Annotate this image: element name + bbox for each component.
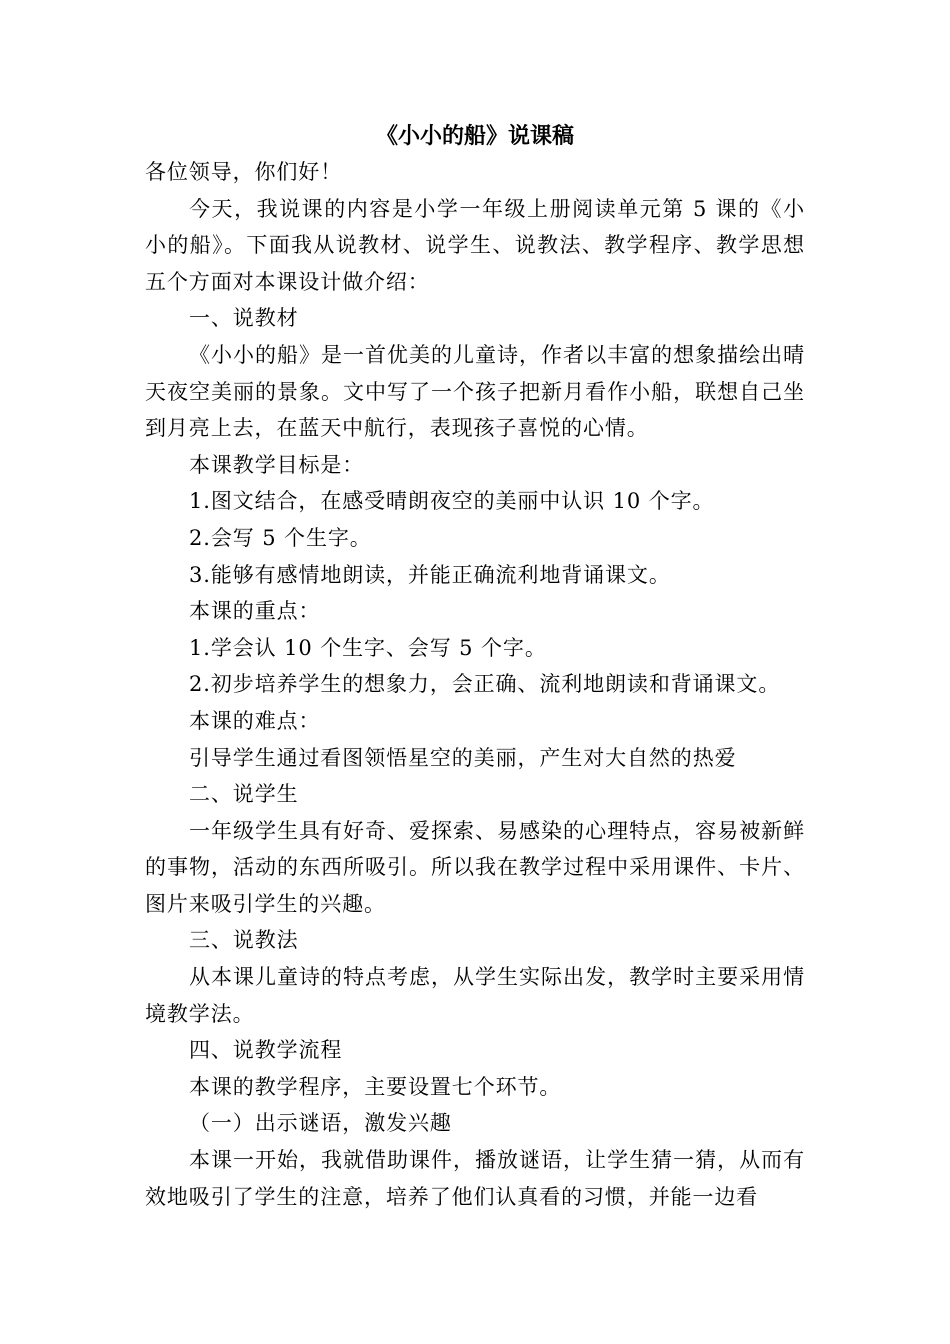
key-point-item: 1.学会认 10 个生字、会写 5 个字。 bbox=[189, 635, 547, 660]
document-title: 《小小的船》说课稿 bbox=[375, 123, 574, 149]
goals-heading: 本课教学目标是： bbox=[189, 452, 365, 477]
key-point-item: 2.初步培养学生的想象力，会正确、流利地朗读和背诵课文。 bbox=[189, 672, 781, 697]
section-heading-textbook: 一、说教材 bbox=[189, 306, 299, 331]
document-page bbox=[145, 118, 805, 1215]
process-paragraph: 本课的教学程序，主要设置七个环节。 bbox=[189, 1074, 562, 1099]
section-heading-students: 二、说学生 bbox=[189, 782, 299, 807]
step-paragraph: 本课一开始，我就借助课件，播放谜语，让学生猜一猜，从而有效地吸引了学生的注意，培养了他们认真看的习惯，并能一边看 bbox=[145, 1148, 805, 1209]
students-paragraph: 一年级学生具有好奇、爱探索、易感染的心理特点，容易被新鲜的事物，活动的东西所吸引。所以我在教学过程中采用课件、卡片、图片来吸引学生的兴趣。 bbox=[145, 818, 805, 916]
difficulty-heading: 本课的难点： bbox=[189, 708, 321, 733]
difficulty-item: 引导学生通过看图领悟星空的美丽，产生对大自然的热爱 bbox=[189, 745, 737, 770]
textbook-paragraph: 《小小的船》是一首优美的儿童诗，作者以丰富的想象描绘出晴天夜空美丽的景象。文中写了一个孩子把新月看作小船，联想自己坐到月亮上去，在蓝天中航行，表现孩子喜悦的心情。 bbox=[145, 342, 805, 441]
greeting: 各位领导，你们好！ bbox=[145, 160, 343, 184]
goal-item: 3.能够有感情地朗读，并能正确流利地背诵课文。 bbox=[189, 562, 671, 587]
goal-item: 1.图文结合，在感受晴朗夜空的美丽中认识 10 个字。 bbox=[189, 489, 715, 514]
key-points-heading: 本课的重点： bbox=[189, 599, 321, 624]
goal-item: 2.会写 5 个生字。 bbox=[189, 525, 372, 550]
methods-paragraph: 从本课儿童诗的特点考虑，从学生实际出发，教学时主要采用情境教学法。 bbox=[145, 965, 805, 1026]
intro-paragraph: 今天，我说课的内容是小学一年级上册阅读单元第 5 课的《小小的船》。下面我从说教材、说学生、说教法、教学程序、教学思想五个方面对本课设计做介绍： bbox=[145, 196, 805, 294]
section-heading-process: 四、说教学流程 bbox=[189, 1038, 343, 1063]
section-heading-methods: 三、说教法 bbox=[189, 928, 299, 953]
step-heading: （一）出示谜语，激发兴趣 bbox=[189, 1111, 452, 1136]
